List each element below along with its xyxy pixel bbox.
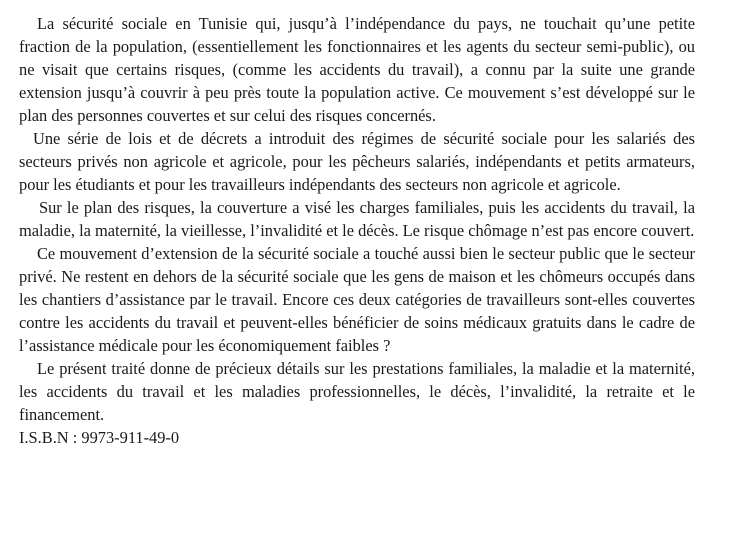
- isbn-line: I.S.B.N : 9973-911-49-0: [19, 428, 180, 447]
- document-page: [19, 12, 695, 449]
- paragraph-treatise: Le présent traité donne de précieux détails sur les prestations familiales, la maladie et la maternité, les accidents du travail et les maladies professionnelles, le décès, l’invalidité, la retraite et le financement.: [19, 359, 695, 424]
- paragraph-risks: Sur le plan des risques, la couverture a visé les charges familiales, puis les accidents du travail, la maladie, la maternité, la vieillesse, l’invalidité et le décès. Le risque chômage n’est pas encore couvert.: [19, 198, 695, 240]
- paragraph-extension: Ce mouvement d’extension de la sécurité sociale a touché aussi bien le secteur public que le secteur privé. Ne restent en dehors de la sécurité sociale que les gens de maison et les chômeurs occupés dans les chantiers d’assistance par le travail. Encore ces deux catégories de travailleurs sont-elles couvertes contre les accidents du travail et peuvent-elles bénéficier de soins médicaux gratuits dans le cadre de l’assistance médicale pour les économiquement faibles ?: [19, 244, 695, 355]
- paragraph-intro: La sécurité sociale en Tunisie qui, jusqu’à l’indépendance du pays, ne touchait qu’une petite fraction de la population, (essentiellement les fonctionnaires et les agents du secteur semi-public), ou ne visait que certains risques, (comme les accidents du travail), a connu par la suite une grande extension jusqu’à couvrir à peu près toute la population active. Ce mouvement s’est développé sur le plan des personnes couvertes et sur celui des risques concernés.: [19, 14, 695, 125]
- paragraph-legislation: Une série de lois et de décrets a introduit des régimes de sécurité sociale pour les salariés des secteurs privés non agricole et agricole, pour les pêcheurs salariés, indépendants et petits armateurs, pour les étudiants et pour les travailleurs indépendants des secteurs non agricole et agricole.: [19, 129, 695, 194]
